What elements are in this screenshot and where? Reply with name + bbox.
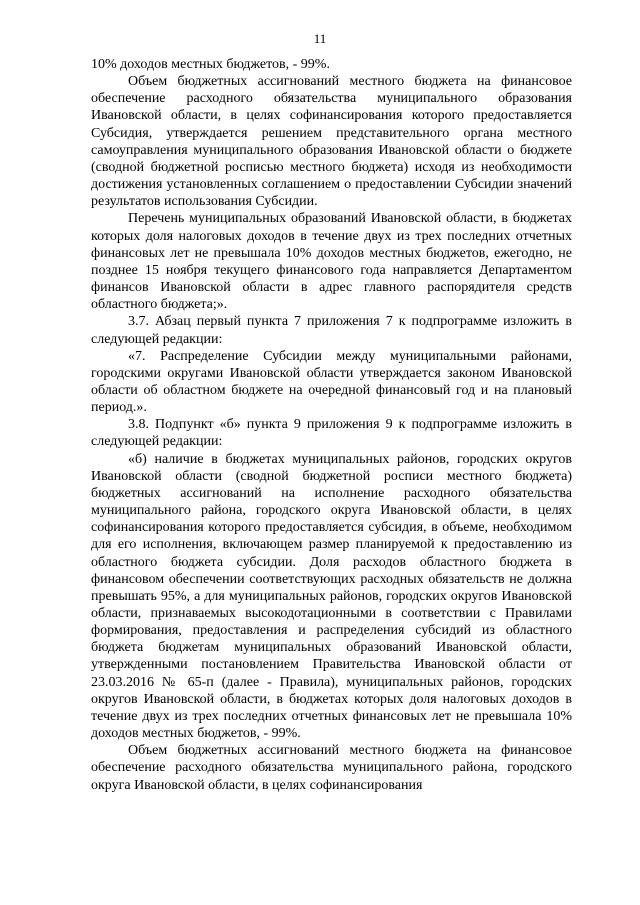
- paragraph-clause-3-7: 3.7. Абзац первый пункта 7 приложения 7 к подпрограмме изложить в следующей редакции:: [91, 314, 572, 347]
- paragraph-continuation: 10% доходов местных бюджетов, - 99%.: [91, 57, 330, 72]
- paragraph-municipal-list: Перечень муниципальных образований Ивановской области, в бюджетах которых доля налоговых доходов в течение двух из трех последних отчетных финансовых лет не превышала 10% доходов местных бюджетов, ежегодно, не позднее 15 ноября текущего финансового года направляется Департаментом финансов Ивановской области в адрес главного распорядителя средств областного бюджета;».: [91, 211, 572, 313]
- paragraph-subclause-b: «б) наличие в бюджетах муниципальных районов, городских округов Ивановской области (сводной бюджетной росписи местного бюджета) бюджетных ассигнований на исполнение расходного обязательства муниципального района, городского округа Ивановской области, в целях софинансирования которого предоставляется субсидия, в объеме, необходимом для его исполнения, включающем размер планируемой к предоставлению из областного бюджета субсидии. Доля расходов областного бюджета в финансовом обеспечении соответствующих расходных обязательств не должна превышать 95%, а для муниципальных районов, городских округов Ивановской области, признаваемых высокодотационными в соответствии с Правилами формирования, предоставления и распределения субсидий из областного бюджета бюджетам муниципальных образований Ивановской области, утвержденными постановлением Правительства Ивановской области от 23.03.2016 № 65-п (далее - Правила), муниципальных районов, городских округов Ивановской области, в бюджетах которых доля налоговых доходов в течение двух из трех последних отчетных финансовых лет не превышала 10% доходов местных бюджетов, - 99%.: [91, 451, 572, 742]
- document-body: [91, 56, 572, 794]
- paragraph-clause-3-8: 3.8. Подпункт «б» пункта 9 приложения 9 к подпрограмме изложить в следующей редакции:: [91, 417, 572, 450]
- paragraph-budget-allocation: Объем бюджетных ассигнований местного бюджета на финансовое обеспечение расходного обязательства муниципального образования Ивановской области, в целях софинансирования которого предоставляется Субсидия, утверждается решением представительного органа местного самоуправления муниципального образования Ивановской области о бюджете (сводной бюджетной росписью местного бюджета) исходя из необходимости достижения установленных соглашением о предоставлении Субсидии значений результатов использования Субсидии.: [91, 74, 572, 210]
- paragraph-clause-7-text: «7. Распределение Субсидии между муниципальными районами, городскими округами Ивановской области утверждается законом Ивановской области об областном бюджете на очередной финансовый год и на плановый период.».: [91, 348, 572, 416]
- paragraph-budget-allocation-2: Объем бюджетных ассигнований местного бюджета на финансовое обеспечение расходного обязательства муниципального района, городского округа Ивановской области, в целях софинансирования: [91, 743, 572, 793]
- page-number: 11: [313, 31, 327, 46]
